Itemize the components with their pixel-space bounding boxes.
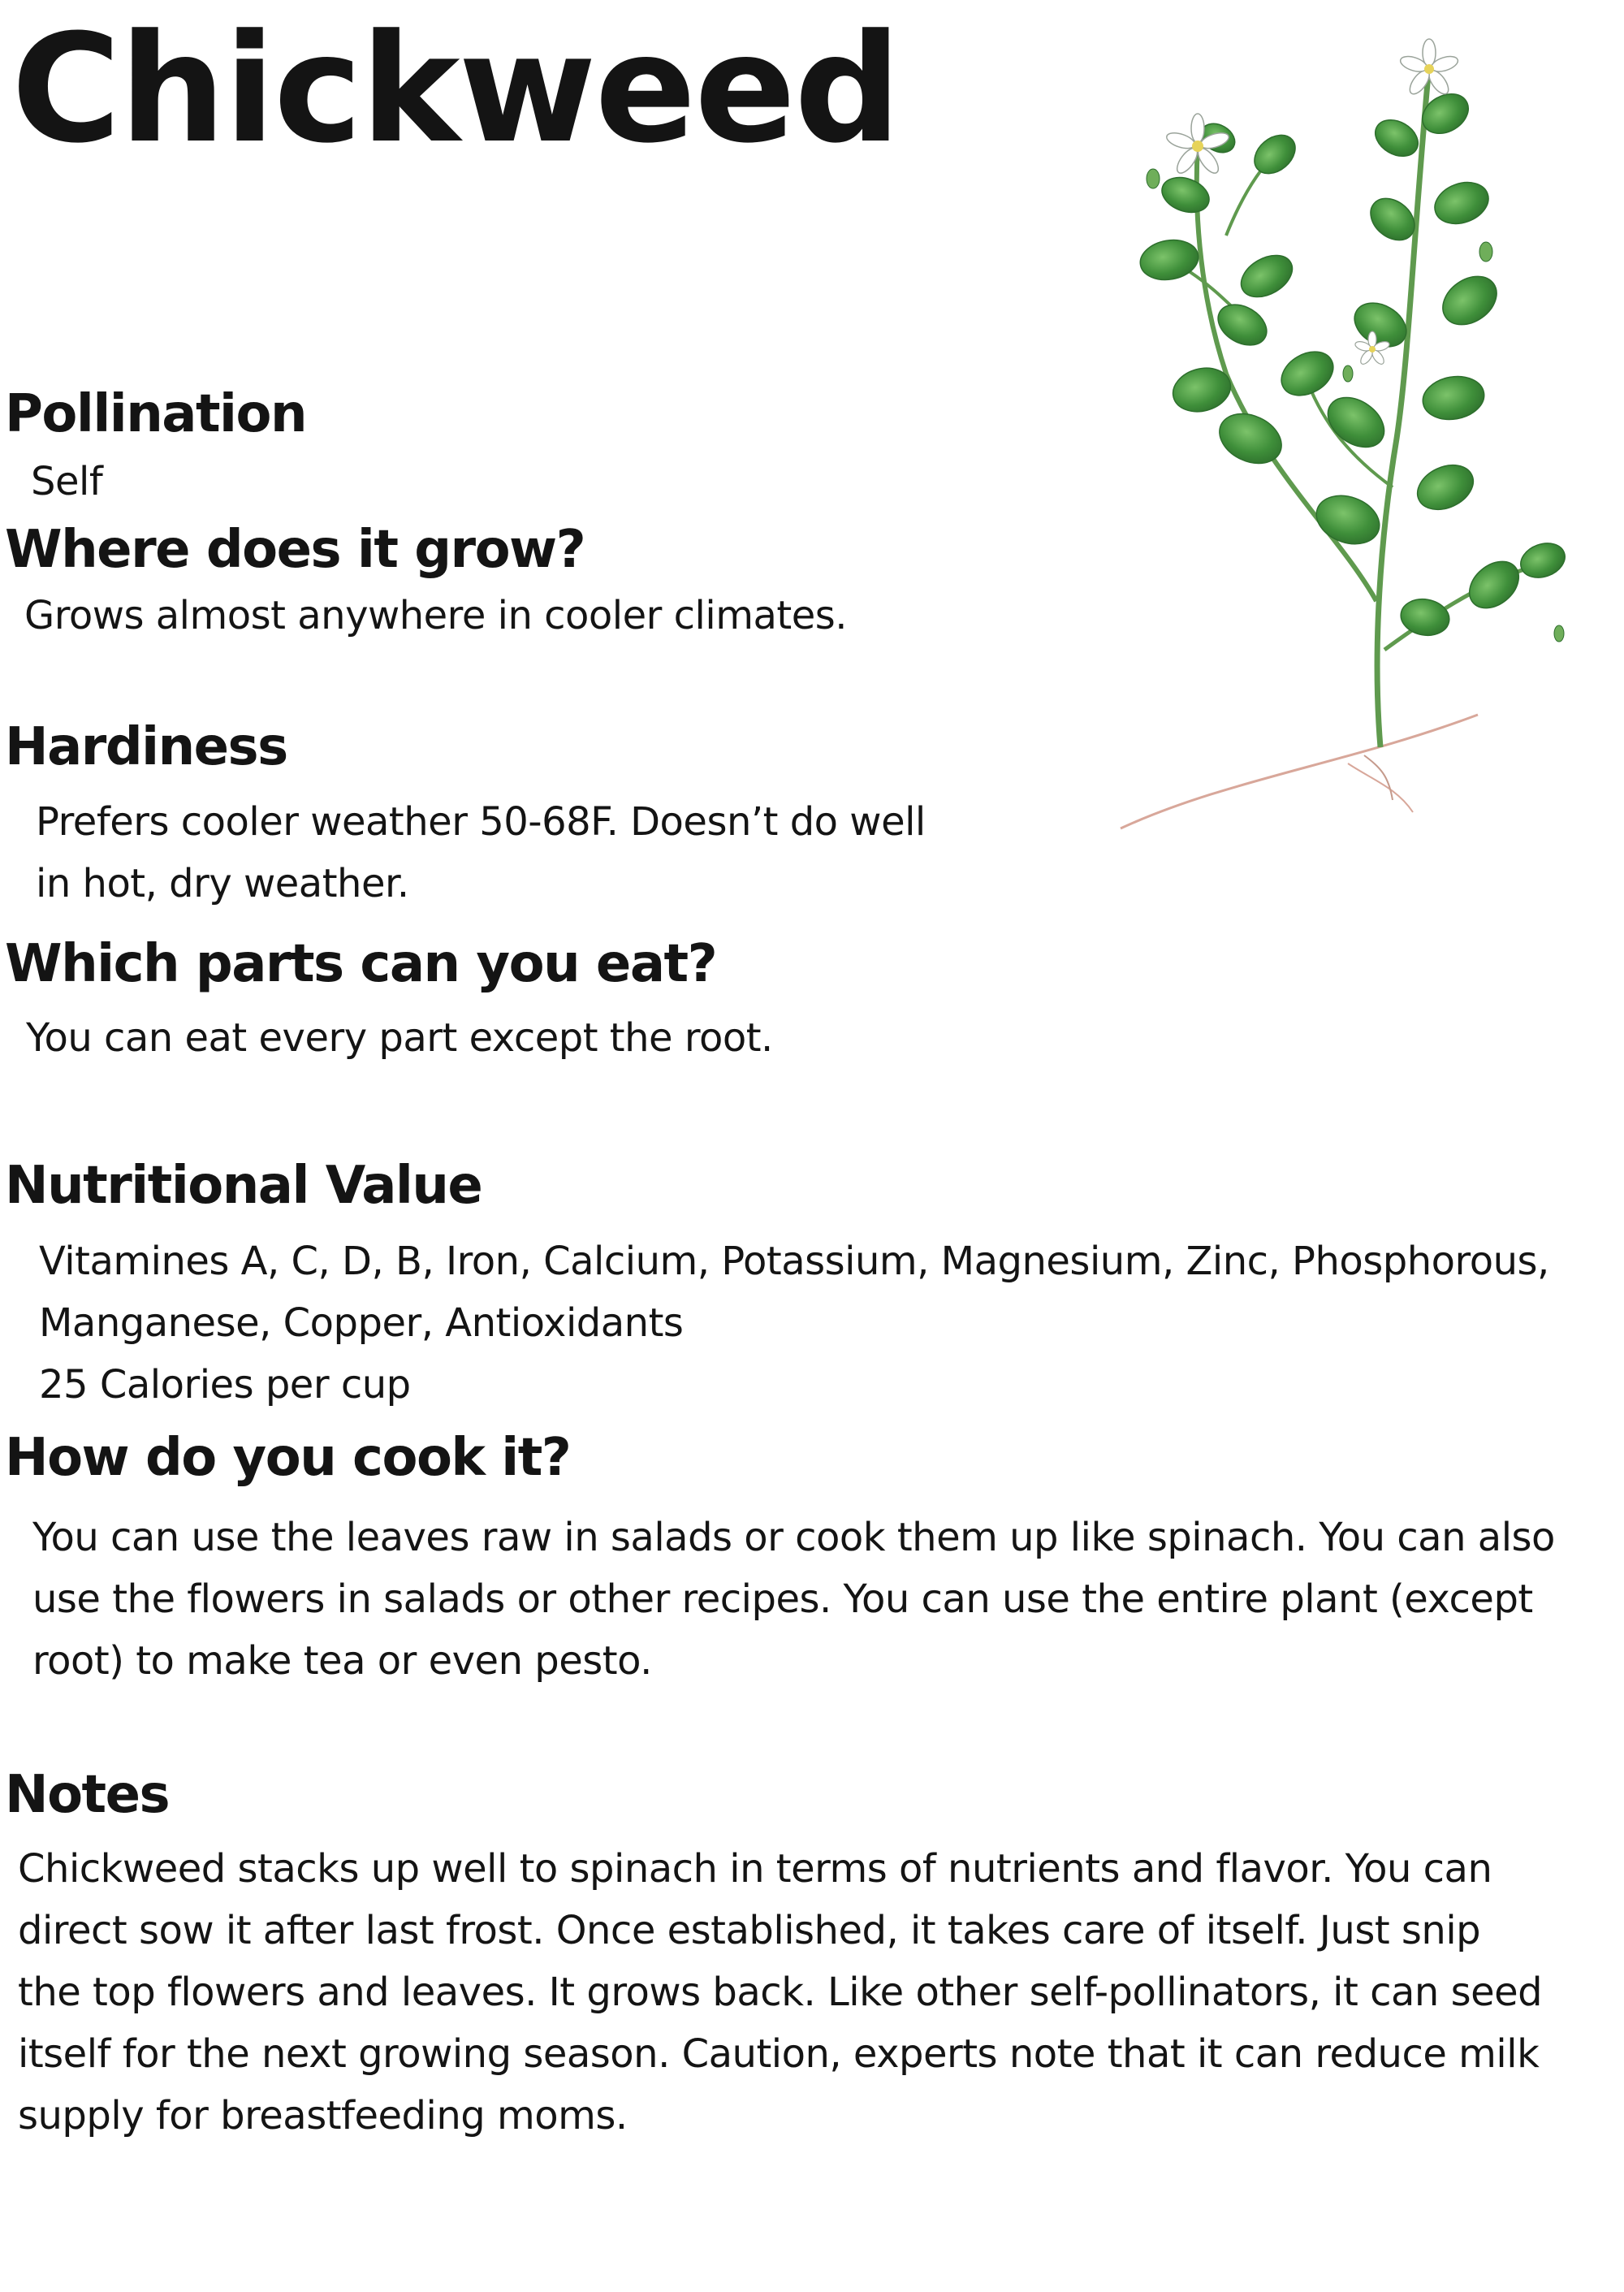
leaf bbox=[1247, 128, 1303, 182]
notes-text-line3: the top flowers and leaves. It grows back. Like other self-pollinators, it can seed bbox=[18, 1970, 1543, 2015]
nutrition-text-line3: 25 Calories per cup bbox=[39, 1362, 411, 1408]
bud bbox=[1343, 365, 1353, 382]
leaf bbox=[1137, 236, 1201, 284]
leaf bbox=[1461, 552, 1528, 617]
parts-heading: Which parts can you eat? bbox=[5, 934, 717, 994]
leaf bbox=[1274, 343, 1341, 404]
leaf bbox=[1157, 171, 1214, 218]
bud bbox=[1147, 169, 1160, 188]
nutrition-heading: Nutritional Value bbox=[5, 1156, 482, 1216]
page-title: Chickweed bbox=[11, 2, 900, 176]
leaf bbox=[1319, 387, 1393, 457]
bud bbox=[1554, 625, 1564, 642]
notes-text-line1: Chickweed stacks up well to spinach in terms of nutrients and flavor. You can bbox=[18, 1846, 1492, 1892]
leaf bbox=[1211, 296, 1273, 353]
nutrition-text-line2: Manganese, Copper, Antioxidants bbox=[39, 1300, 684, 1346]
notes-text-line5: supply for breastfeeding moms. bbox=[18, 2093, 628, 2138]
chickweed-illustration bbox=[1104, 32, 1592, 845]
cook-text-line3: root) to make tea or even pesto. bbox=[32, 1638, 652, 1684]
leaf bbox=[1419, 372, 1488, 424]
root bbox=[1121, 715, 1478, 828]
main-stem bbox=[1377, 65, 1429, 747]
notes-text-line4: itself for the next growing season. Caution, experts note that it can reduce milk bbox=[18, 2031, 1540, 2077]
where-heading: Where does it grow? bbox=[5, 520, 585, 580]
nutrition-text-line1: Vitamines A, C, D, B, Iron, Calcium, Potassium, Magnesium, Zinc, Phosphorous, bbox=[39, 1239, 1549, 1284]
pollination-heading: Pollination bbox=[5, 384, 306, 444]
bud bbox=[1479, 242, 1492, 262]
hardiness-text-line1: Prefers cooler weather 50-68F. Doesn’t do well bbox=[36, 799, 926, 845]
cook-text-line1: You can use the leaves raw in salads or cook them up like spinach. You can also bbox=[32, 1515, 1555, 1560]
hardiness-heading: Hardiness bbox=[5, 717, 287, 777]
hardiness-text-line2: in hot, dry weather. bbox=[36, 861, 409, 906]
leaf bbox=[1429, 175, 1494, 231]
leaf bbox=[1410, 456, 1480, 518]
notes-text-line2: direct sow it after last frost. Once established, it takes care of itself. Just snip bbox=[18, 1908, 1481, 1953]
leaf bbox=[1234, 247, 1300, 305]
leaf bbox=[1516, 538, 1570, 584]
where-text: Grows almost anywhere in cooler climates. bbox=[24, 593, 847, 638]
leaf bbox=[1310, 487, 1386, 552]
cook-text-line2: use the flowers in salads or other recipes. You can use the entire plant (except bbox=[32, 1576, 1533, 1622]
cook-heading: How do you cook it? bbox=[5, 1428, 571, 1488]
leaf bbox=[1369, 113, 1424, 164]
pollination-text: Self bbox=[31, 459, 103, 504]
parts-text: You can eat every part except the root. bbox=[26, 1015, 773, 1061]
leaf bbox=[1434, 266, 1506, 335]
notes-heading: Notes bbox=[5, 1765, 170, 1825]
